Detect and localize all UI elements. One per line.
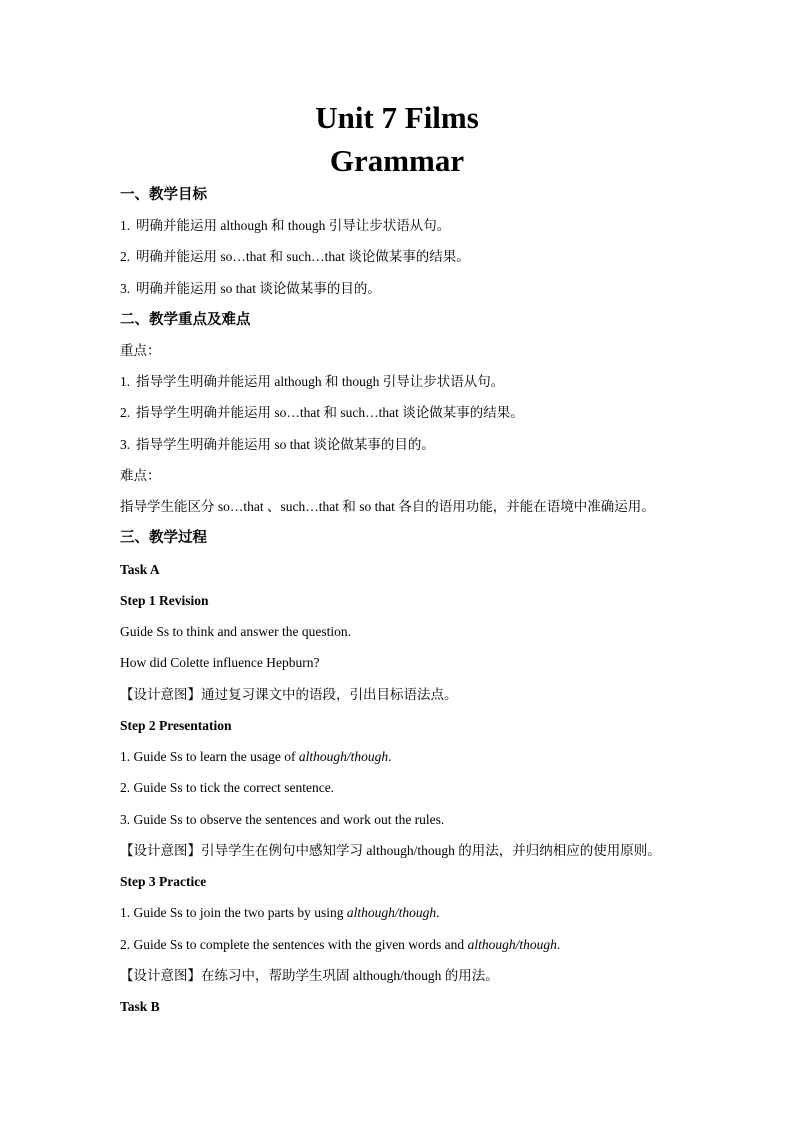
step3-item-text: 1. Guide Ss to join the two parts by using — [120, 905, 347, 920]
item-text: 指导学生明确并能运用 so…that 和 such…that 谈论做某事的结果。 — [136, 405, 524, 420]
difficulty-text: 指导学生能区分 so…that 、such…that 和 so that 各自的语用功能，并能在语境中准确运用。 — [120, 499, 655, 514]
objective-item — [120, 217, 734, 235]
item-number: 2. — [120, 249, 131, 264]
key-point-item — [120, 404, 734, 422]
step1-title: Step 1 Revision — [120, 593, 209, 608]
step3-item-end: . — [556, 937, 561, 952]
step2-design-intent: 【设计意图】引导学生在例句中感知学习 although/though 的用法，并归纳相应的使用原则。 — [120, 843, 661, 858]
step3-title: Step 3 Practice — [120, 874, 207, 889]
section-heading-process: 三、教学过程 — [120, 530, 207, 546]
item-number: 3. — [120, 437, 131, 452]
step2-item-text: 1. Guide Ss to learn the usage of — [120, 749, 299, 764]
item-text: 指导学生明确并能运用 although 和 though 引导让步状语从句。 — [136, 374, 505, 389]
step3-item — [120, 904, 734, 922]
item-number: 3. — [120, 281, 131, 296]
document-subtitle: Grammar — [329, 143, 465, 178]
item-text: 明确并能运用 so…that 和 such…that 谈论做某事的结果。 — [136, 249, 470, 264]
item-text: 明确并能运用 so that 谈论做某事的目的。 — [136, 281, 381, 296]
item-text: 明确并能运用 although 和 though 引导让步状语从句。 — [136, 218, 451, 233]
objective-item — [120, 280, 734, 298]
step2-item: 3. Guide Ss to observe the sentences and work out the rules. — [120, 812, 445, 827]
step3-item — [120, 936, 734, 954]
step3-item-emphasis: although/though — [346, 905, 437, 920]
key-point-item — [120, 436, 734, 454]
objective-item — [120, 248, 734, 266]
step2-item-end: . — [388, 749, 392, 764]
document-title: Unit 7 Films — [315, 100, 479, 135]
step1-question: How did Colette influence Hepburn? — [120, 655, 320, 670]
key-points-label: 重点： — [120, 343, 161, 358]
step3-item-emphasis: although/though — [467, 937, 557, 952]
step1-design-intent: 【设计意图】通过复习课文中的语段，引出目标语法点。 — [120, 687, 458, 702]
step3-item-text: 2. Guide Ss to complete the sentences with the given words and — [120, 937, 468, 952]
item-text: 指导学生明确并能运用 so that 谈论做某事的目的。 — [136, 437, 435, 452]
key-point-item — [120, 373, 734, 391]
item-number: 1. — [120, 218, 131, 233]
step2-item-emphasis: although/though — [298, 749, 389, 764]
item-number: 2. — [120, 405, 131, 420]
difficulty-label: 难点： — [120, 468, 161, 483]
task-b-heading: Task B — [120, 999, 160, 1014]
task-a-heading: Task A — [120, 562, 160, 577]
section-heading-objectives: 一、教学目标 — [120, 187, 207, 203]
item-number: 1. — [120, 374, 131, 389]
step1-line: Guide Ss to think and answer the question. — [120, 624, 351, 639]
step3-design-intent: 【设计意图】在练习中，帮助学生巩固 although/though 的用法。 — [120, 968, 499, 983]
step2-item: 2. Guide Ss to tick the correct sentence. — [120, 780, 335, 795]
step2-item — [120, 748, 734, 766]
step2-title: Step 2 Presentation — [120, 718, 232, 733]
section-heading-key-points: 二、教学重点及难点 — [120, 312, 251, 328]
step3-item-end: . — [436, 905, 440, 920]
